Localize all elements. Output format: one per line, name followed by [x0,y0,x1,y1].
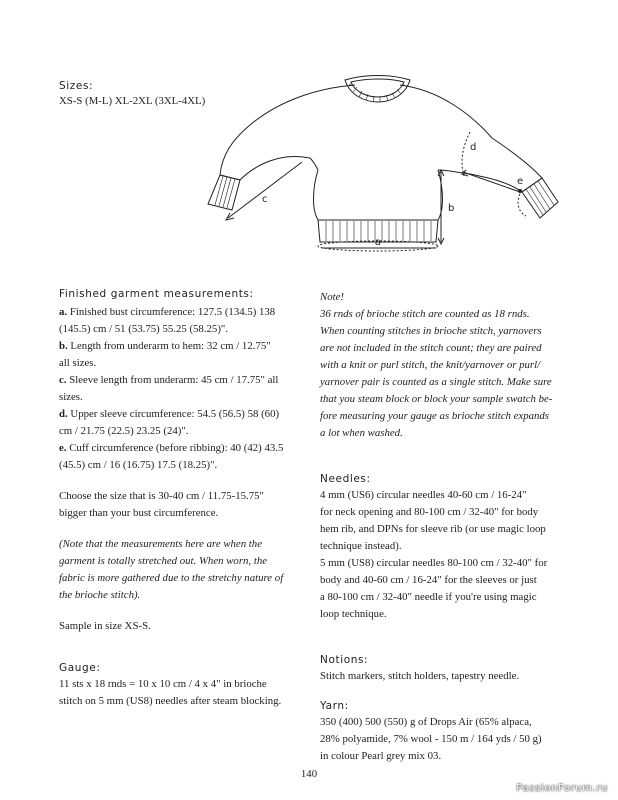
label-b: b [448,203,455,214]
notions-text: Stitch markers, stitch holders, tapestry needle. [320,670,520,682]
page-number: 140 [300,768,318,780]
needles-heading: Needles: [320,473,371,485]
upper-sleeve-dashes [462,132,470,176]
needles-text: 4 mm (US6) circular needles 40-60 cm / 16-24" for neck opening and 80-100 cm / 32-40" for body hem rib, and DPNs for sleeve rib (or use magic loop technique instead). 5 mm (US8) circular needles 80-100 cm / 32-40" for body and 40-60 cm / 16-24" for the sleeves or just a 80-100 cm / 32-40" needle if you're using magic loop technique. [320,489,548,620]
left-cuff [208,175,240,210]
sweater-schematic [200,70,560,260]
sizes-list: XS-S (M-L) XL-2XL (3XL-4XL) [59,95,206,107]
label-a: a [374,237,382,248]
left-sleeve [220,85,355,180]
label-c: c [262,194,268,205]
left-column [59,287,304,710]
notions-heading: Notions: [320,654,369,666]
label-e: e [517,176,524,187]
sizes-section [59,79,205,109]
yarn-text: 350 (400) 500 (550) g of Drops Air (65% alpaca, 28% polyamide, 7% wool - 150 m / 164 yds / 50 g) in colour Pearl grey mix 03. [320,716,542,762]
measurement-c: c. Sleeve length from underarm: 45 cm / 17.75" all sizes. [59,374,279,403]
watermark-text: PassionForum.ru [516,783,608,794]
yarn-heading: Yarn: [320,700,349,712]
measurement-a: a. Finished bust circumference: 127.5 (134.5) 138 (145.5) cm / 51 (53.75) 55.25 (58.25)". [59,306,276,335]
measurement-b: b. Length from underarm to hem: 32 cm / 12.75" all sizes. [59,340,271,369]
choose-size-text: Choose the size that is 30-40 cm / 11.75-15.75" bigger than your bust circumference. [59,490,264,519]
measurement-note: (Note that the measurements here are when the garment is totally stretched out. When worn, the fabric is more gathered due to the stretchy nature of the brioche stitch). [59,538,284,601]
gauge-heading: Gauge: [59,662,101,674]
cuff-dot [518,189,521,192]
label-d: d [470,142,477,153]
measurement-d: d. Upper sleeve circumference: 54.5 (56.5) 58 (60) cm / 21.75 (22.5) 23.25 (24)". [59,408,280,437]
right-column [320,289,570,765]
sample-text: Sample in size XS-S. [59,620,151,632]
measurements-list [59,304,304,474]
measurements-heading: Finished garment measurements: [59,288,254,300]
neck-rib-lines [348,83,407,102]
measurement-e: e. Cuff circumference (before ribbing): 40 (42) 43.5 (45.5) cm / 16 (16.75) 17.5 (18.25)". [59,442,284,471]
neck-inner [351,79,404,97]
gauge-text: 11 sts x 18 rnds = 10 x 10 cm / 4 x 4" in brioche stitch on 5 mm (US8) needles after steam blocking. [59,678,282,707]
sweater-body [314,170,443,220]
cuff-dashes [518,194,526,216]
measure-c-line [228,162,302,218]
note-heading: Note! [320,291,344,303]
sizes-heading: Sizes: [59,80,94,92]
note-text: 36 rnds of brioche stitch are counted as 18 rnds. When counting stitches in brioche stitch, yarnovers are not included in the stitch count; they are paired with a knit or purl stitch, the knit/yarnover or purl/ yarnover pair is counted as a single stitch. Make sure that you steam block or block your sample swatch be- fore measuring your gauge as brioche stitch expands a lot when washed. [320,308,553,439]
measure-d-line [463,172,520,192]
